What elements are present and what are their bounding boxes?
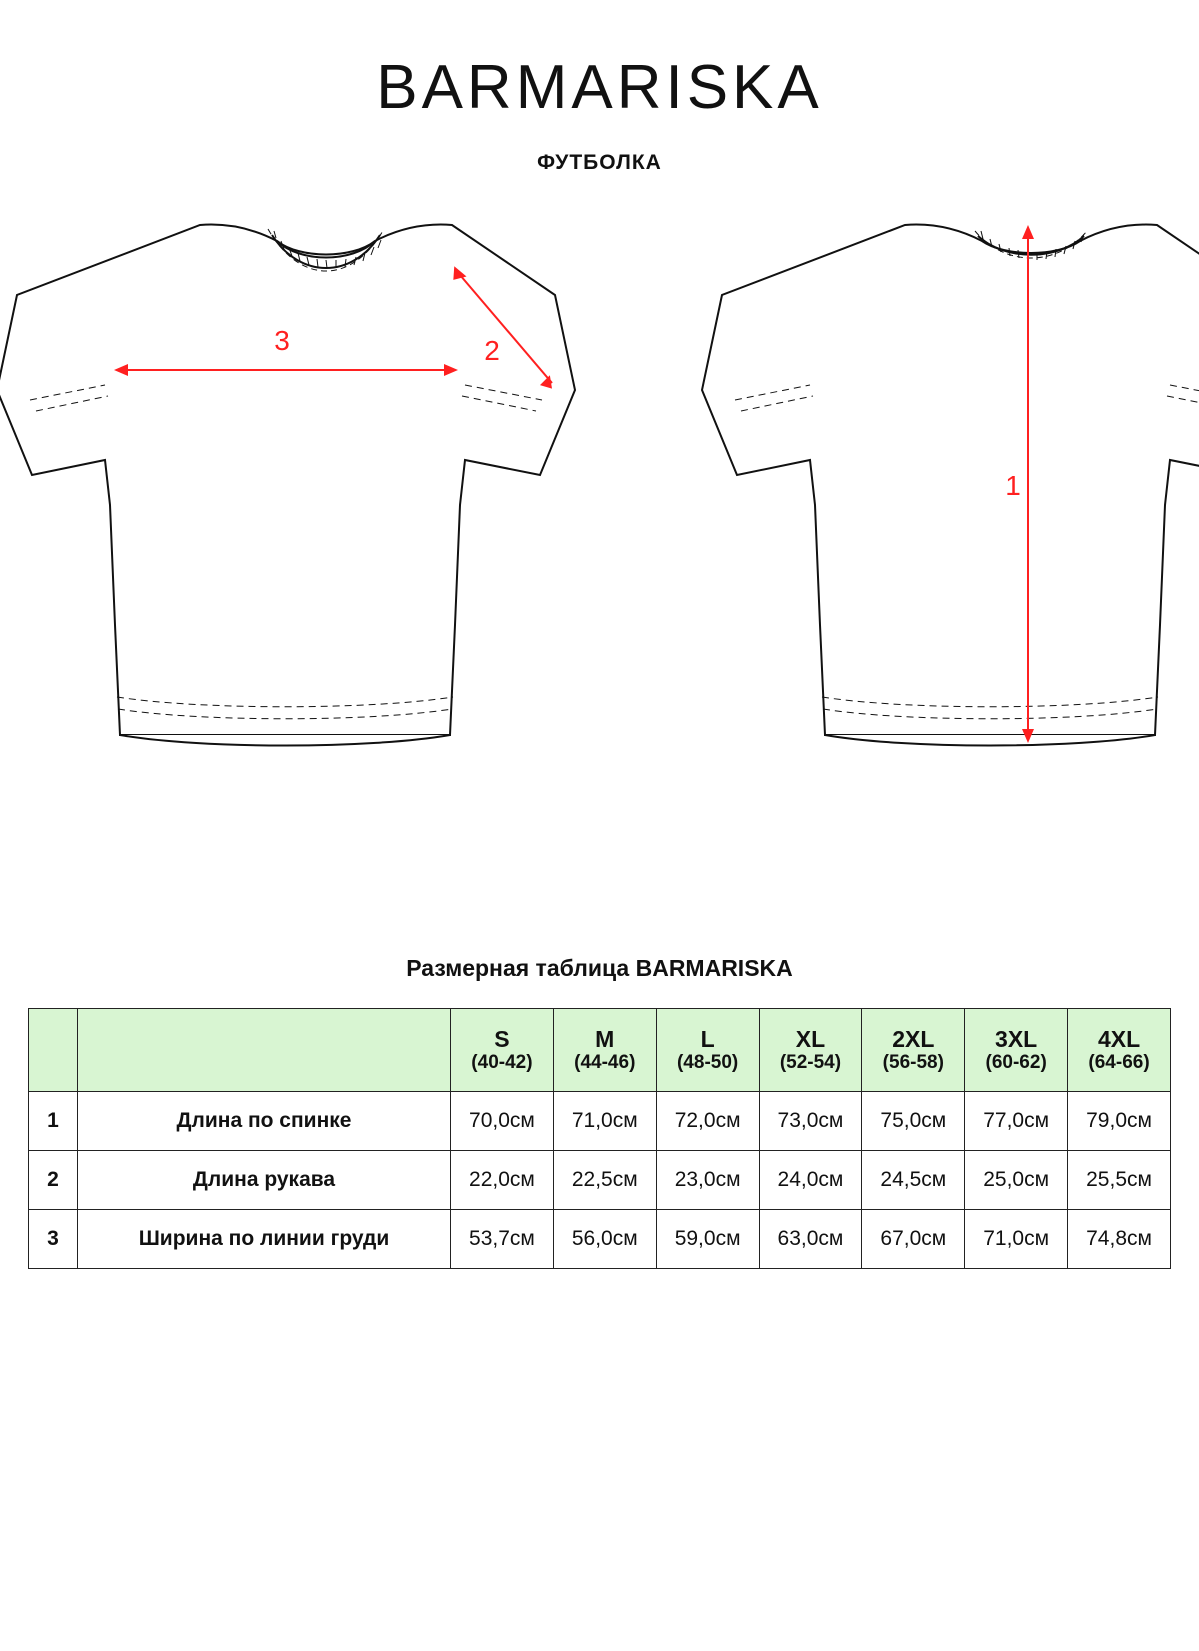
cell-back-length-m: 71,0см: [553, 1092, 656, 1151]
size-range-l: (48-50): [676, 1052, 739, 1074]
product-subtitle: ФУТБОЛКА: [537, 151, 662, 174]
cell-sleeve-length-l: 23,0см: [656, 1151, 759, 1210]
row-index-2: 2: [29, 1151, 78, 1210]
size-range-xl: (52-54): [779, 1052, 842, 1074]
marker-sleeve-length: 2: [484, 335, 500, 366]
table-row: [29, 1210, 1171, 1269]
row-index-1: 1: [29, 1092, 78, 1151]
header-index-blank: [29, 1009, 78, 1092]
cell-chest-width-4xl: 74,8см: [1068, 1210, 1171, 1269]
table-row: [29, 1092, 1171, 1151]
header-label-blank: [78, 1009, 451, 1092]
cell-back-length-s: 70,0см: [451, 1092, 554, 1151]
cell-back-length-xl: 73,0см: [759, 1092, 862, 1151]
cell-sleeve-length-3xl: 25,0см: [965, 1151, 1068, 1210]
cell-sleeve-length-2xl: 24,5см: [862, 1151, 965, 1210]
size-column-4xl: [1068, 1009, 1171, 1092]
cell-back-length-3xl: 77,0см: [965, 1092, 1068, 1151]
cell-back-length-l: 72,0см: [656, 1092, 759, 1151]
size-table: [28, 1008, 1171, 1269]
marker-chest-width: 3: [274, 325, 290, 356]
size-column-l: [656, 1009, 759, 1092]
size-table-title: Размерная таблица BARMARISKA: [406, 955, 793, 981]
size-name-xl: XL: [795, 1025, 826, 1052]
size-name-4xl: 4XL: [1097, 1025, 1141, 1052]
cell-chest-width-s: 53,7см: [451, 1210, 554, 1269]
marker-back-length: 1: [1005, 470, 1021, 501]
size-range-2xl: (56-58): [882, 1052, 944, 1074]
cell-chest-width-m: 56,0см: [553, 1210, 656, 1269]
size-name-3xl: 3XL: [995, 1025, 1038, 1052]
row-index-3: 3: [29, 1210, 78, 1269]
tshirt-measurement-diagram: [0, 205, 1199, 945]
cell-chest-width-2xl: 67,0см: [862, 1210, 965, 1269]
size-range-3xl: (60-62): [985, 1052, 1047, 1074]
cell-sleeve-length-s: 22,0см: [451, 1151, 554, 1210]
size-name-s: S: [494, 1025, 510, 1052]
page-root: [0, 52, 1199, 1269]
cell-chest-width-3xl: 71,0см: [965, 1210, 1068, 1269]
size-column-3xl: [965, 1009, 1068, 1092]
row-label-sleeve-length: Длина рукава: [78, 1151, 451, 1210]
size-name-l: L: [700, 1025, 715, 1052]
cell-chest-width-l: 59,0см: [656, 1210, 759, 1269]
size-name-m: M: [595, 1025, 615, 1052]
row-label-chest-width: Ширина по линии груди: [78, 1210, 451, 1269]
size-table-wrap: [28, 1008, 1171, 1269]
t-shirt-back-view: [702, 225, 1199, 746]
cell-back-length-2xl: 75,0см: [862, 1092, 965, 1151]
cell-chest-width-xl: 63,0см: [759, 1210, 862, 1269]
cell-sleeve-length-4xl: 25,5см: [1068, 1151, 1171, 1210]
size-range-4xl: (64-66): [1088, 1052, 1150, 1074]
size-column-2xl: [862, 1009, 965, 1092]
cell-sleeve-length-xl: 24,0см: [759, 1151, 862, 1210]
t-shirt-front-view: [0, 225, 575, 746]
size-table-header-row: [29, 1009, 1171, 1092]
size-column-xl: [759, 1009, 862, 1092]
size-name-2xl: 2XL: [892, 1025, 935, 1052]
cell-back-length-4xl: 79,0см: [1068, 1092, 1171, 1151]
table-row: [29, 1151, 1171, 1210]
row-label-back-length: Длина по спинке: [78, 1092, 451, 1151]
brand-title: BARMARISKA: [376, 53, 823, 122]
size-range-s: (40-42): [471, 1052, 533, 1074]
diagram-svg: [0, 205, 1199, 945]
cell-sleeve-length-m: 22,5см: [553, 1151, 656, 1210]
size-range-m: (44-46): [574, 1052, 636, 1074]
size-column-s: [451, 1009, 554, 1092]
size-column-m: [553, 1009, 656, 1092]
